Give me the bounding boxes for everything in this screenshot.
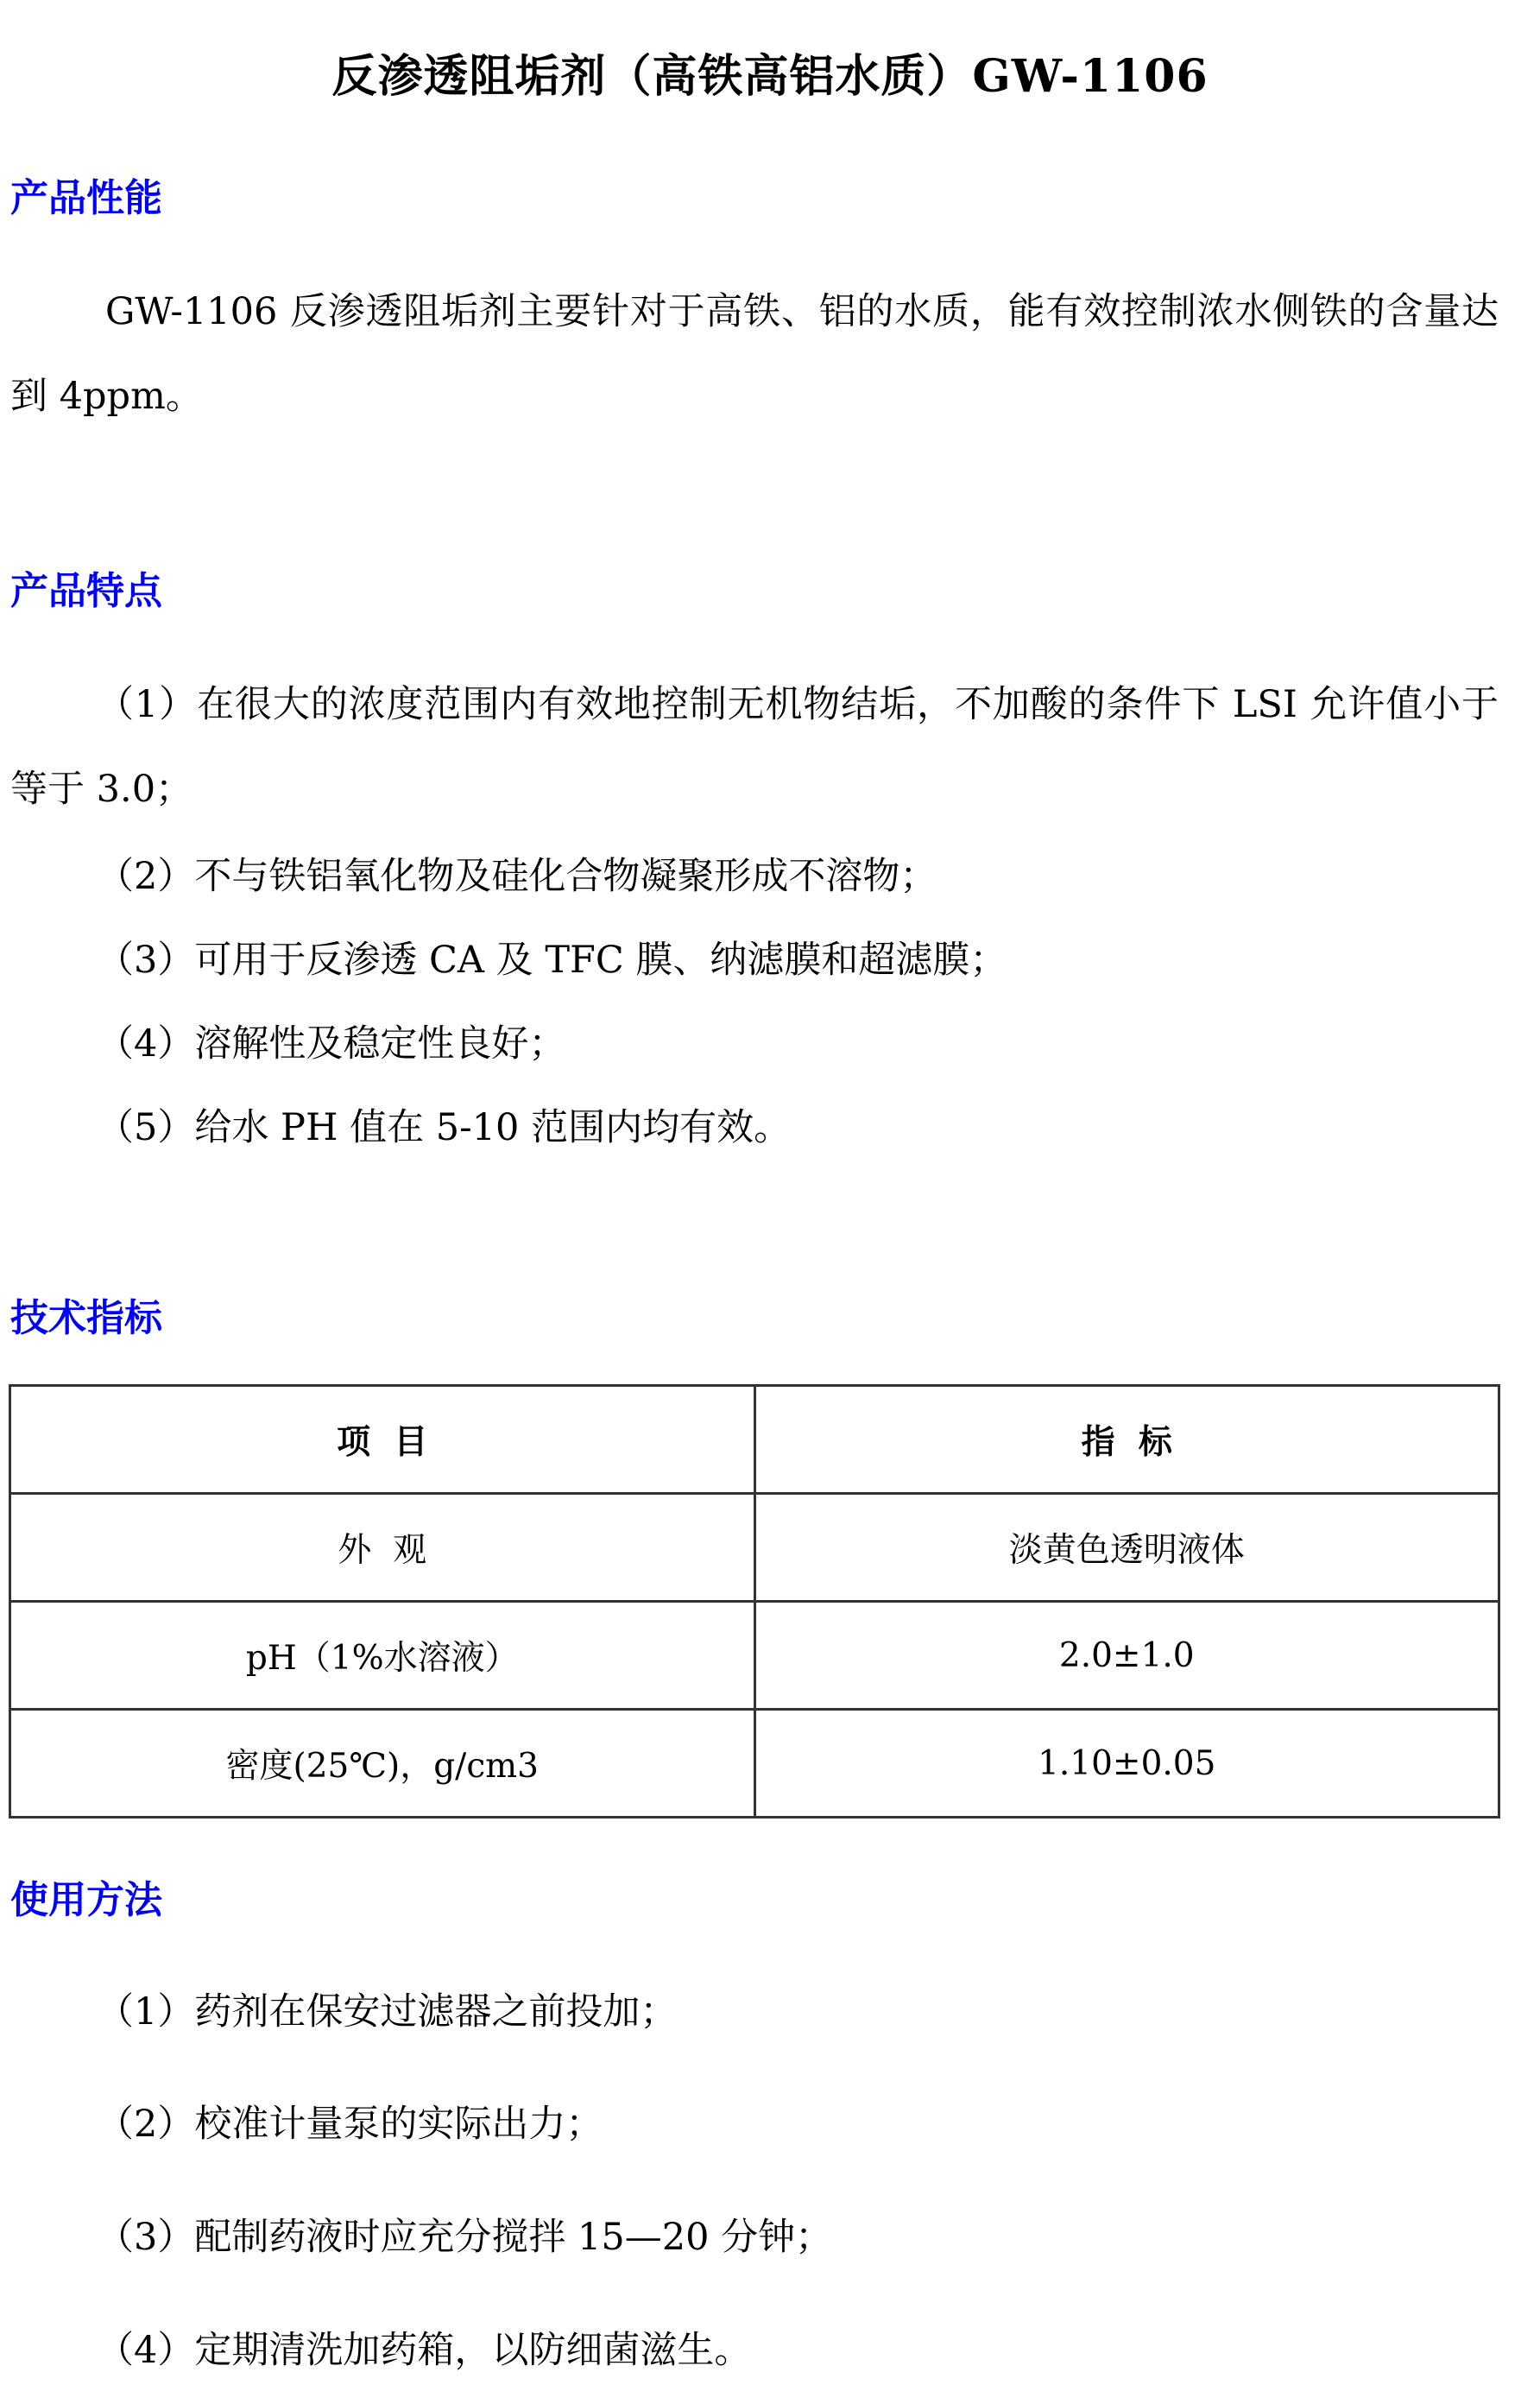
header-item: 项 目 bbox=[10, 1386, 755, 1494]
table-header-row bbox=[10, 1386, 1499, 1494]
row-label: 外 观 bbox=[10, 1494, 755, 1602]
feature-item-3: （3）可用于反渗透 CA 及 TFC 膜、纳滤膜和超滤膜； bbox=[97, 939, 1007, 982]
usage-item-4: （4）定期清洗加药箱，以防细菌滋生。 bbox=[97, 2329, 752, 2372]
table-row bbox=[10, 1602, 1499, 1710]
feature-item-2: （2）不与铁铝氧化物及硅化合物凝聚形成不溶物； bbox=[97, 855, 937, 898]
feature-item-5: （5）给水 PH 值在 5-10 范围内均有效。 bbox=[97, 1106, 792, 1149]
document-title: 反渗透阻垢剂（高铁高铝水质）GW-1106 bbox=[331, 49, 1209, 103]
header-spec: 指 标 bbox=[754, 1386, 1499, 1494]
row-label: 密度(25℃)，g/cm3 bbox=[10, 1710, 755, 1818]
specs-heading: 技术指标 bbox=[10, 1296, 162, 1340]
usage-heading: 使用方法 bbox=[10, 1878, 162, 1922]
row-value: 2.0±1.0 bbox=[754, 1602, 1499, 1710]
table-row bbox=[10, 1494, 1499, 1602]
usage-item-3: （3）配制药液时应充分搅拌 15—20 分钟； bbox=[97, 2216, 833, 2259]
performance-heading: 产品性能 bbox=[10, 176, 162, 220]
table-row bbox=[10, 1710, 1499, 1818]
specs-table bbox=[9, 1384, 1500, 1819]
row-label: pH（1%水溶液） bbox=[10, 1602, 755, 1710]
usage-item-2: （2）校准计量泵的实际出力； bbox=[97, 2103, 603, 2146]
feature-item-4: （4）溶解性及稳定性良好； bbox=[97, 1022, 566, 1066]
usage-item-1: （1）药剂在保安过滤器之前投加； bbox=[97, 1990, 678, 2034]
feature-item-1: （1）在很大的浓度范围内有效地控制无机物结垢，不加酸的条件下 LSI 允许值小于等于 3.0； bbox=[10, 683, 1499, 811]
performance-text: GW-1106 反渗透阻垢剂主要针对于高铁、铝的水质，能有效控制浓水侧铁的含量达到 4ppm。 bbox=[10, 290, 1499, 418]
row-value: 淡黄色透明液体 bbox=[754, 1494, 1499, 1602]
row-value: 1.10±0.05 bbox=[754, 1710, 1499, 1818]
features-heading: 产品特点 bbox=[10, 569, 162, 613]
